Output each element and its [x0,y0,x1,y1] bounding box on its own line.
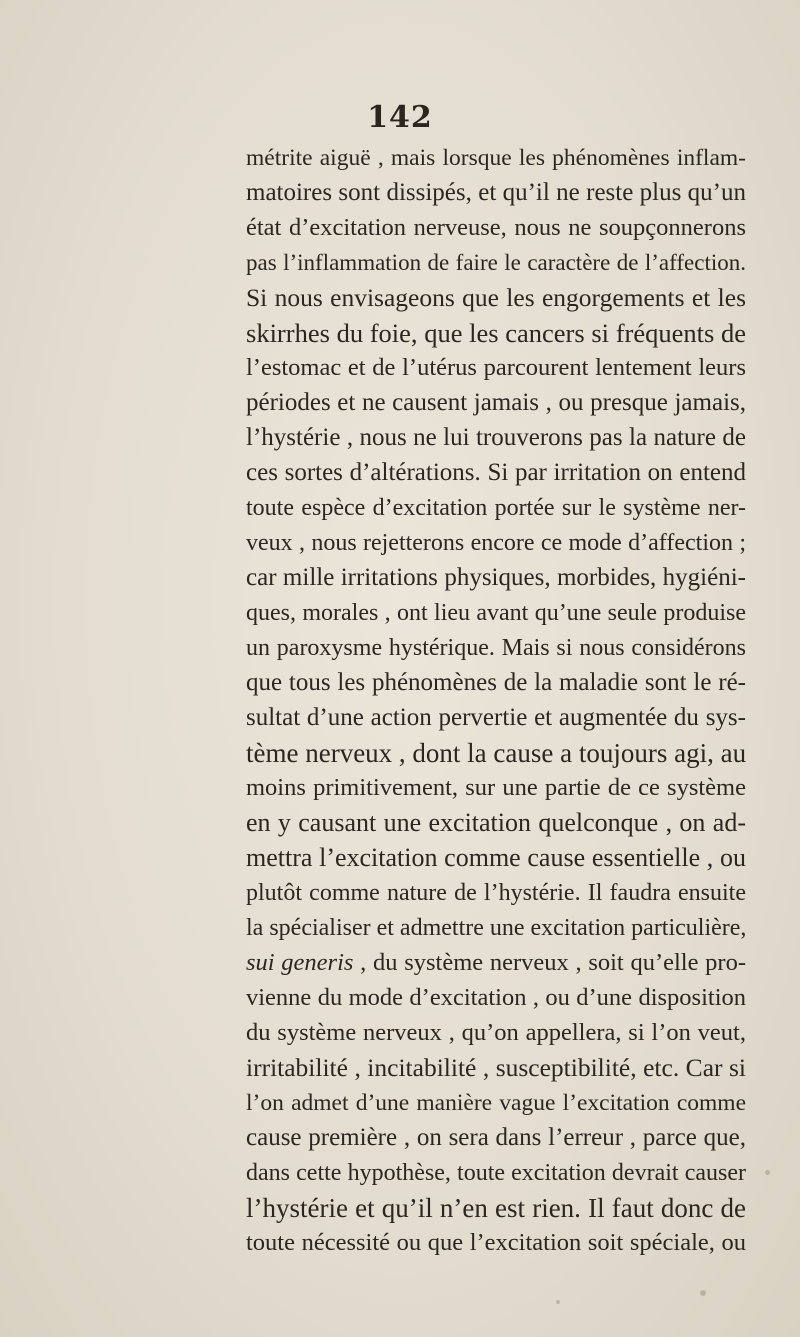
text-line: veux , nous rejetterons encore ce mode d’affection ; [246,530,746,556]
text-line: irritabilité , incitabilité , susceptibilité, etc. Car si [246,1053,746,1082]
text-line: toute espèce d’excitation portée sur le système ner- [246,495,746,521]
text-line: l’on admet d’une manière vague l’excitation comme [246,1090,746,1116]
text-line: plutôt comme nature de l’hystérie. Il faudra ensuite [246,880,746,906]
page-number: 142 [367,100,433,135]
text-line: tème nerveux , dont la cause a toujours agi, au [246,738,747,768]
paper-speck [556,1300,560,1304]
text-line: sui generis , du système nerveux , soit qu’elle pro- [246,949,746,976]
text-line: sultat d’une action pervertie et augmentée du sys- [246,704,746,731]
text-line: skirrhes du foie, que les cancers si fréquents de [246,318,746,348]
paper-speck [700,1290,706,1296]
paper-speck [765,1170,770,1175]
text-line: ces sortes d’altérations. Si par irritation on entend [246,459,746,486]
text-line: mettra l’excitation comme cause essentielle , ou [246,843,746,872]
text-line: en y causant une excitation quelconque , on ad- [246,808,746,837]
text-line: dans cette hypothèse, toute excitation devrait causer [246,1160,746,1186]
text-line: moins primitivement, sur une partie de ce système [246,774,746,801]
text-line: la spécialiser et admettre une excitation particulière, [246,915,747,941]
text-line: que tous les phénomènes de la maladie sont le ré- [246,669,746,696]
text-line: du système nerveux , qu’on appellera, si l’on veut, [246,1019,746,1046]
text-line: pas l’inflammation de faire le caractère de l’affection. [246,250,746,275]
text-line: état d’excitation nerveuse, nous ne soupçonnerons [246,214,746,241]
italic-phrase: sui generis [246,949,354,976]
text-line: toute nécessité ou que l’excitation soit spéciale, ou [246,1229,746,1256]
text-line: cause première , on sera dans l’erreur , parce que, [246,1124,746,1151]
text-line: ques, morales , ont lieu avant qu’une seule produise [246,600,746,626]
text-line: matoires sont dissipés, et qu’il ne reste plus qu’un [246,179,746,206]
text-line: l’hystérie , nous ne lui trouverons pas la nature de [246,424,746,451]
text-line: métrite aiguë , mais lorsque les phénomènes inflam- [246,145,746,171]
text-line: vienne du mode d’excitation , ou d’une disposition [246,984,746,1011]
text-line: périodes et ne causent jamais , ou presque jamais, [246,389,746,416]
text-line: car mille irritations physiques, morbides, hygiéni- [246,564,746,591]
text-line: l’hystérie et qu’il n’en est rien. Il faut donc de [246,1193,746,1223]
text-line: l’estomac et de l’utérus parcourent lentement leurs [246,354,746,381]
text-line: un paroxysme hystérique. Mais si nous considérons [246,635,746,661]
text-line: Si nous envisageons que les engorgements et les [246,283,746,312]
